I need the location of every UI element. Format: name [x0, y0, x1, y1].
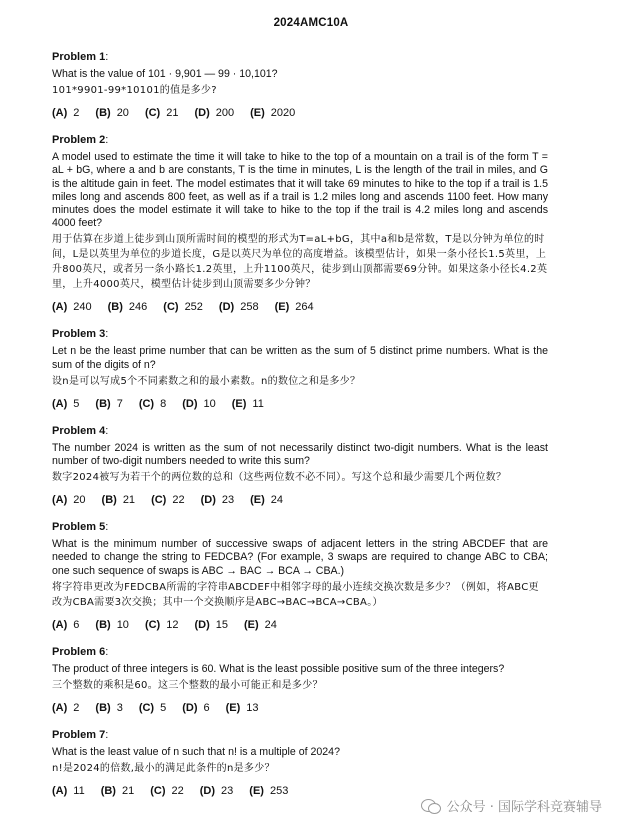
problem-text-zh: 数字2024被写为若干个的两位数的总和（这些两位数不必不同）。写这个总和最少需要几个两位数？ — [52, 472, 507, 484]
wechat-icon — [421, 798, 441, 814]
problem-label: Problem 6 — [52, 645, 106, 658]
problem-text-en: Let n be the least prime number that can be written as the sum of 5 distinct prime numbers. What is the sum of the digits of n? — [52, 345, 548, 371]
problem-7: Problem 7: What is the least value of n such that n! is a multiple of 2024? n!是2024的倍数,最小的满足此条件的n是多少？ (A) 11 (B) 21 (C) 22 (D) 23 (E) 253 — [52, 728, 548, 798]
problem-text-en: The number 2024 is written as the sum of not necessarily distinct two-digit numbers. What is the least number of two-digit numbers needed to write this sum? — [52, 441, 548, 468]
choice-e: (E) 24 — [244, 618, 277, 631]
problem-3: Problem 3: Let n be the least prime number that can be written as the sum of 5 distinct prime numbers. What is the sum of the digits of n? 设n是可以写成5个不同素数之和的最小素数。n的数位之和是多少？ (A) 5 (B) 7 (C) 8 (D) 10 (E) 11 — [52, 328, 548, 410]
choice-b: (B) 21 — [101, 494, 136, 507]
choice-d: (D) 10 — [182, 397, 216, 410]
choice-e: (E) 253 — [249, 785, 289, 798]
choice-e: (E) 264 — [274, 301, 314, 314]
problem-2: Problem 2: A model used to estimate the time it will take to hike to the top of a mountain on a trail is of the form T = aL + bG, where a and b are constants, T is the time in minutes, L is the length of the trail in miles, and G is the altitude gain in feet. The model estimates that it will take 69 minutes to hike to the top if a trail is 1.5 miles long and ascends 800 feet, as well as if a trail is 1.2 miles long and ascends 1100 feet. How many minutes does the model estimate it will take to hike to the top if the trail is 4.2 miles long and ascends 4000 feet? 用于估算在步道上徒步到山顶所需时间的模型的形式为T=aL+bG，其中a和b是常数，T是以分钟为单位的时间，L是以英里为单位的步道长度，G是以英尺为单位的高度增益。该模型估计，如果一条小径长1.5英里，上升800英尺，或者另一条小路长1.2英里，上升1100英尺，徒步到山顶都需要69分钟。如果这条小径长4.2英里，上升4000英尺，模型估计徒步到山顶需要多少分钟？ (A) 240 (B) 246 (C) 252 (D) 258 (E) 264 — [52, 134, 548, 314]
choice-d: (D) 23 — [199, 785, 234, 798]
choice-d: (D) 6 — [182, 702, 210, 715]
choice-c: (C) 21 — [144, 107, 179, 120]
problem-text-en: What is the least value of n such that n! is a multiple of 2024? — [52, 746, 340, 759]
problem-5: Problem 5: What is the minimum number of successive swaps of adjacent letters in the string ABCDEF that are needed to change the string to FEDCBA? (For example, 3 swaps are required to change ABC to CBA; one such sequence of swaps is ABC → BAC → BCA → CBA.) 将字符串更改为FEDCBA所需的字符串ABCDEF中相邻字母的最小连续交换次数是多少？（例如，将ABC更改为CBA需要3次交换；其中一个交换顺序是ABC→BAC→BCA→CBA。） (A) 6 (B) 10 (C) 12 (D) 15 (E) 24 — [52, 521, 548, 631]
choice-c: (C) 12 — [144, 618, 179, 631]
choice-a: (A) 6 — [52, 618, 80, 631]
answer-choices — [52, 300, 548, 314]
answer-choices — [52, 701, 548, 715]
choice-b: (B) 7 — [95, 397, 123, 410]
choice-b: (B) 246 — [107, 301, 148, 314]
choice-b: (B) 10 — [95, 618, 129, 631]
problem-1: Problem 1: What is the value of 101 · 9,901 — 99 · 10,101? 101*9901-99*10101的值是多少? (A) 2 (B) 20 (C) 21 (D) 200 (E) 2020 — [52, 50, 548, 120]
problem-label: Problem 7 — [52, 729, 106, 742]
choice-c: (C) 22 — [150, 785, 184, 798]
choice-a: (A) 240 — [52, 301, 92, 314]
choice-c: (C) 22 — [151, 494, 185, 507]
wechat-watermark — [421, 796, 602, 815]
problem-6: Problem 6: The product of three integers is 60. What is the least possible positive sum of the three integers? 三个整数的乘积是60。这三个整数的最小可能正和是多少？ (A) 2 (B) 3 (C) 5 (D) 6 (E) 13 — [52, 645, 548, 715]
watermark-text: 公众号 · 国际学科竞赛辅导 — [446, 800, 602, 815]
problem-text-en: A model used to estimate the time it will take to hike to the top of a mountain on a trail is of the form T = aL + bG, where a and b are constants, T is the time in minutes, L is the length of the trail in miles, and G is the altitude gain in feet. The model estimates that it will take 69 minutes to hike to the top if a trail is 1.5 miles long and ascends 800 feet, as well as if a trail is 1.2 miles long and ascends 1100 feet. How many minutes does the model estimate it will take to hike to the top if the trail is 4.2 miles long and ascends 4000 feet? — [52, 151, 548, 230]
problem-text-zh: 三个整数的乘积是60。这三个整数的最小可能正和是多少？ — [52, 680, 323, 692]
choice-d: (D) 200 — [194, 107, 235, 120]
choice-a: (A) 2 — [52, 107, 80, 120]
document-title: 2024AMC10A — [273, 17, 349, 29]
choice-a: (A) 2 — [52, 702, 80, 715]
problem-label: Problem 2 — [52, 134, 106, 147]
problem-text-zh: n!是2024的倍数,最小的满足此条件的n是多少？ — [52, 763, 275, 775]
problem-label: Problem 3 — [52, 328, 106, 341]
choice-e: (E) 11 — [231, 397, 264, 410]
problem-label: Problem 1 — [52, 51, 106, 63]
problem-label: Problem 5 — [52, 521, 106, 534]
choice-e: (E) 13 — [225, 702, 259, 715]
problem-text-zh: 101*9901-99*10101的值是多少? — [52, 85, 217, 97]
answer-choices — [52, 618, 548, 632]
problem-text-en: The product of three integers is 60. What is the least possible positive sum of the three integers? — [52, 662, 505, 675]
choice-e: (E) 2020 — [250, 107, 296, 120]
problem-label: Problem 4 — [52, 424, 106, 437]
choice-b: (B) 3 — [95, 702, 123, 715]
problem-text-zh: 用于估算在步道上徒步到山顶所需时间的模型的形式为T=aL+bG，其中a和b是常数，T是以分钟为单位的时间，L是以英里为单位的步道长度，G是以英尺为单位的高度增益。该模型估计，如果一条小径长1.5英里，上升800英尺，或者另一条小路长1.2英里，上升1100英尺，徒步到山顶都需要69分钟。如果这条小径长4.2英里，上升4000英尺，模型估计徒步到山顶需要多少分钟？ — [52, 234, 548, 291]
answer-choices — [52, 397, 548, 411]
problem-text-en: What is the value of 101 · 9,901 — 99 · 10,101? — [52, 68, 278, 80]
choice-b: (B) 20 — [95, 107, 129, 120]
choice-c: (C) 5 — [138, 702, 167, 715]
choice-d: (D) 23 — [200, 494, 235, 507]
choice-b: (B) 21 — [100, 785, 135, 798]
choice-e: (E) 24 — [250, 494, 284, 507]
choice-a: (A) 5 — [52, 397, 80, 410]
problem-text-zh: 设n是可以写成5个不同素数之和的最小素数。n的数位之和是多少？ — [52, 375, 361, 387]
problem-text-en: What is the minimum number of successive swaps of adjacent letters in the string ABCDEF that are needed to change the string to FEDCBA? (For example, 3 swaps are required to change ABC to CBA; one such sequence of swaps is ABC → BAC → BCA → CBA.) — [52, 538, 548, 577]
choice-a: (A) 20 — [52, 494, 86, 507]
problem-text-zh: 将字符串更改为FEDCBA所需的字符串ABCDEF中相邻字母的最小连续交换次数是多少？（例如，将ABC更改为CBA需要3次交换；其中一个交换顺序是ABC→BAC→BCA→CBA。） — [52, 581, 539, 608]
choice-c: (C) 252 — [163, 301, 203, 314]
choice-d: (D) 258 — [218, 301, 259, 314]
choice-c: (C) 8 — [138, 397, 167, 410]
choice-d: (D) 15 — [194, 618, 228, 631]
problem-list — [52, 50, 548, 811]
choice-a: (A) 11 — [52, 785, 85, 798]
answer-choices — [52, 493, 548, 507]
problem-4: Problem 4: The number 2024 is written as the sum of not necessarily distinct two-digit numbers. What is the least number of two-digit numbers needed to write this sum? 数字2024被写为若干个的两位数的总和（这些两位数不必不同）。写这个总和最少需要几个两位数？ (A) 20 (B) 21 (C) 22 (D) 23 (E) 24 — [52, 424, 548, 507]
answer-choices — [52, 106, 548, 120]
